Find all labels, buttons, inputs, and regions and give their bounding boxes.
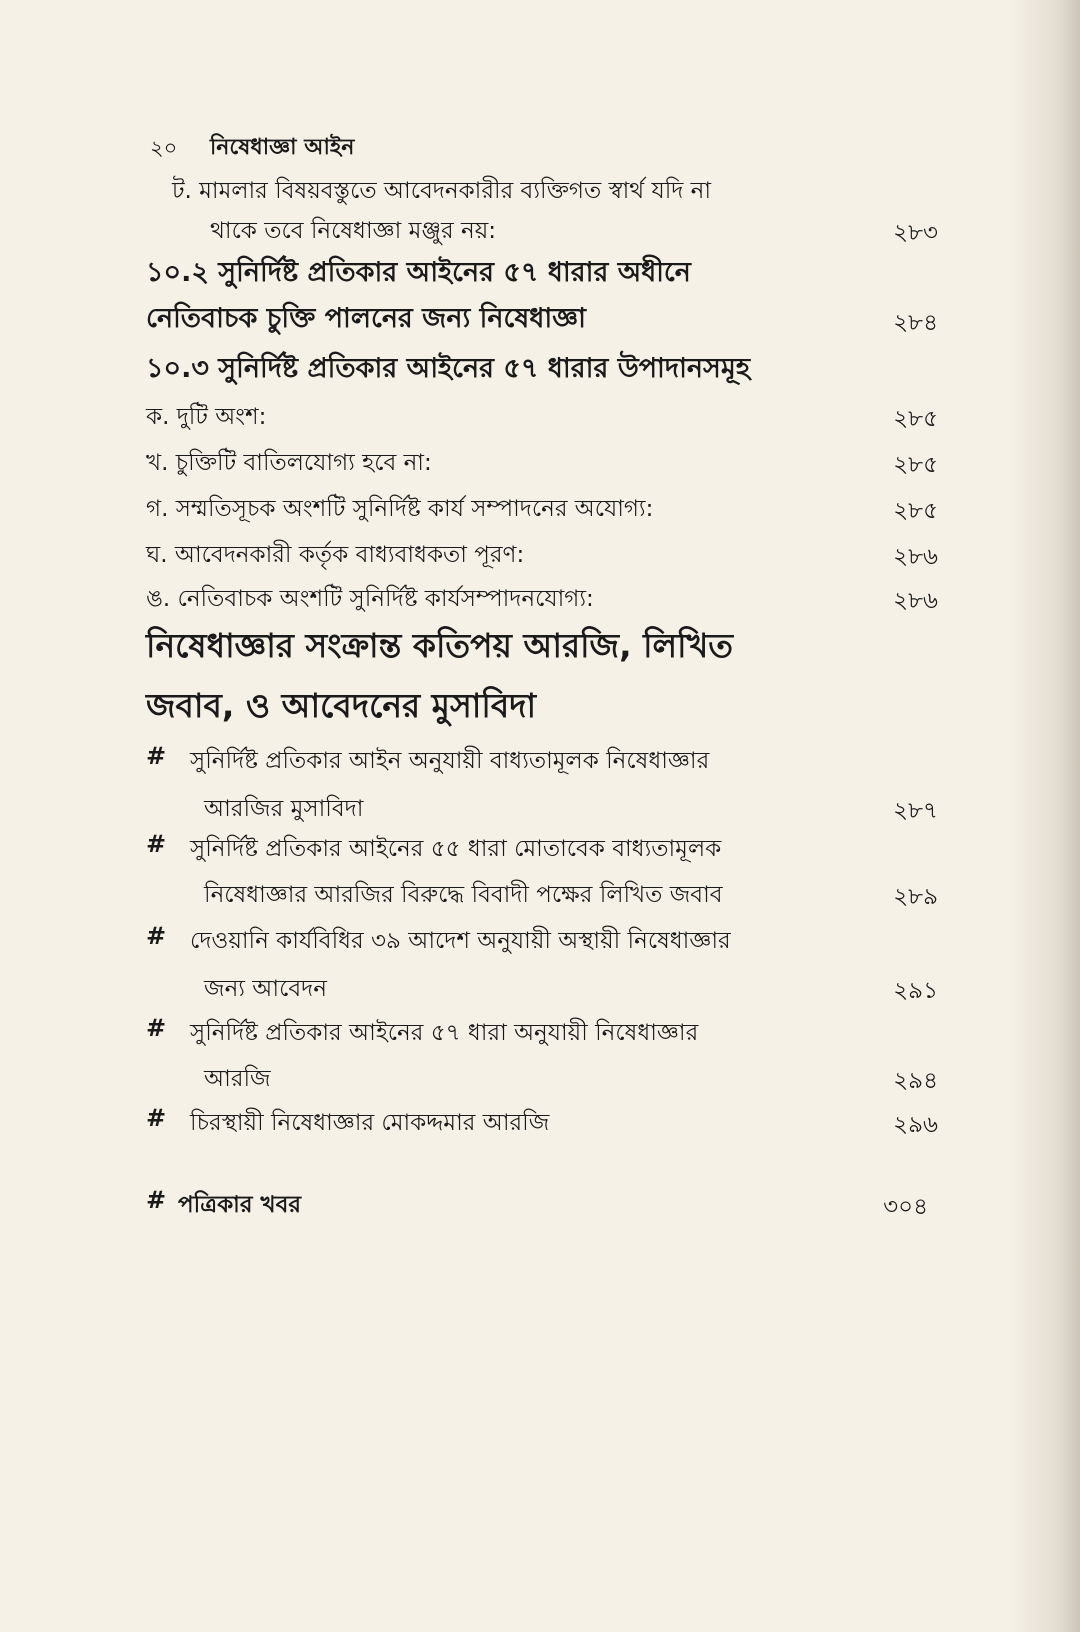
toc-item-ga: গ. সম্মতিসূচক অংশটি সুনির্দিষ্ট কার্য সম্পাদনের অযোগ্য: [146, 496, 654, 522]
section-10-2-page: ২৮৪ [893, 310, 938, 336]
toc-item-t-page: ২৮৩ [893, 220, 938, 246]
news-label: পত্রিকার খবর [178, 1192, 302, 1218]
news-page: ৩০৪ [883, 1194, 928, 1220]
running-title: নিষেধাজ্ঞা আইন [210, 135, 355, 160]
toc-item-t-line2: থাকে তবে নিষেধাজ্ঞা মঞ্জুর নয়: [210, 218, 497, 244]
toc-item-ka-page: ২৮৫ [893, 406, 938, 432]
page-gutter-shadow [1010, 0, 1080, 1632]
draft-entry-mark: # [146, 742, 167, 770]
toc-item-gha-page: ২৮৬ [893, 544, 938, 570]
draft-entry-3-line2: জন্য আবেদন [204, 976, 327, 1002]
drafts-heading-line2: জবাব, ও আবেদনের মুসাবিদা [146, 686, 537, 725]
news-mark: # [146, 1186, 167, 1214]
toc-item-t-line1: ট. মামলার বিষয়বস্তুতে আবেদনকারীর ব্যক্তিগত স্বার্থ যদি না [172, 178, 712, 204]
draft-entry-mark: # [146, 922, 167, 950]
draft-entry-1-line2: আরজির মুসাবিদা [204, 796, 364, 822]
toc-item-kha: খ. চুক্তিটি বাতিলযোগ্য হবে না: [146, 450, 432, 476]
draft-entry-2-line2: নিষেধাজ্ঞার আরজির বিরুদ্ধে বিবাদী পক্ষের লিখিত জবাব [204, 882, 723, 908]
draft-entry-3-page: ২৯১ [893, 978, 938, 1004]
section-10-3-title: ১০.৩ সুনির্দিষ্ট প্রতিকার আইনের ৫৭ ধারার উপাদানসমূহ [146, 353, 751, 384]
draft-entry-mark: # [146, 1014, 167, 1042]
toc-item-ka: ক. দুটি অংশ: [146, 404, 267, 430]
draft-entry-4-page: ২৯৪ [893, 1068, 938, 1094]
section-10-2-line2: নেতিবাচক চুক্তি পালনের জন্য নিষেধাজ্ঞা [146, 303, 586, 334]
draft-entry-mark: # [146, 1104, 167, 1132]
toc-item-umo-page: ২৮৬ [893, 588, 938, 614]
toc-item-gha: ঘ. আবেদনকারী কর্তৃক বাধ্যবাধকতা পূরণ: [146, 542, 525, 568]
draft-entry-4-line2: আরজি [204, 1066, 271, 1092]
draft-entry-1-line1: সুনির্দিষ্ট প্রতিকার আইন অনুযায়ী বাধ্যতামূলক নিষেধাজ্ঞার [190, 748, 710, 774]
draft-entry-3-line1: দেওয়ানি কার্যবিধির ৩৯ আদেশ অনুযায়ী অস্থায়ী নিষেধাজ্ঞার [190, 928, 731, 954]
drafts-heading-line1: নিষেধাজ্ঞার সংক্রান্ত কতিপয় আরজি, লিখিত [146, 626, 734, 665]
draft-entry-2-line1: সুনির্দিষ্ট প্রতিকার আইনের ৫৫ ধারা মোতাবেক বাধ্যতামূলক [190, 836, 722, 862]
draft-entry-4-line1: সুনির্দিষ্ট প্রতিকার আইনের ৫৭ ধারা অনুযায়ী নিষেধাজ্ঞার [190, 1020, 699, 1046]
toc-item-ga-page: ২৮৫ [893, 498, 938, 524]
section-10-2-line1: ১০.২ সুনির্দিষ্ট প্রতিকার আইনের ৫৭ ধারার অধীনে [146, 257, 691, 288]
draft-entry-mark: # [146, 830, 167, 858]
toc-item-umo: ঙ. নেতিবাচক অংশটি সুনির্দিষ্ট কার্যসম্পাদনযোগ্য: [146, 586, 594, 612]
draft-entry-2-page: ২৮৯ [893, 884, 938, 910]
draft-entry-1-page: ২৮৭ [893, 798, 938, 824]
draft-entry-5-line1: চিরস্থায়ী নিষেধাজ্ঞার মোকদ্দমার আরজি [190, 1110, 550, 1136]
draft-entry-5-page: ২৯৬ [893, 1112, 938, 1138]
page-number: ২০ [150, 136, 178, 160]
toc-item-kha-page: ২৮৫ [893, 452, 938, 478]
